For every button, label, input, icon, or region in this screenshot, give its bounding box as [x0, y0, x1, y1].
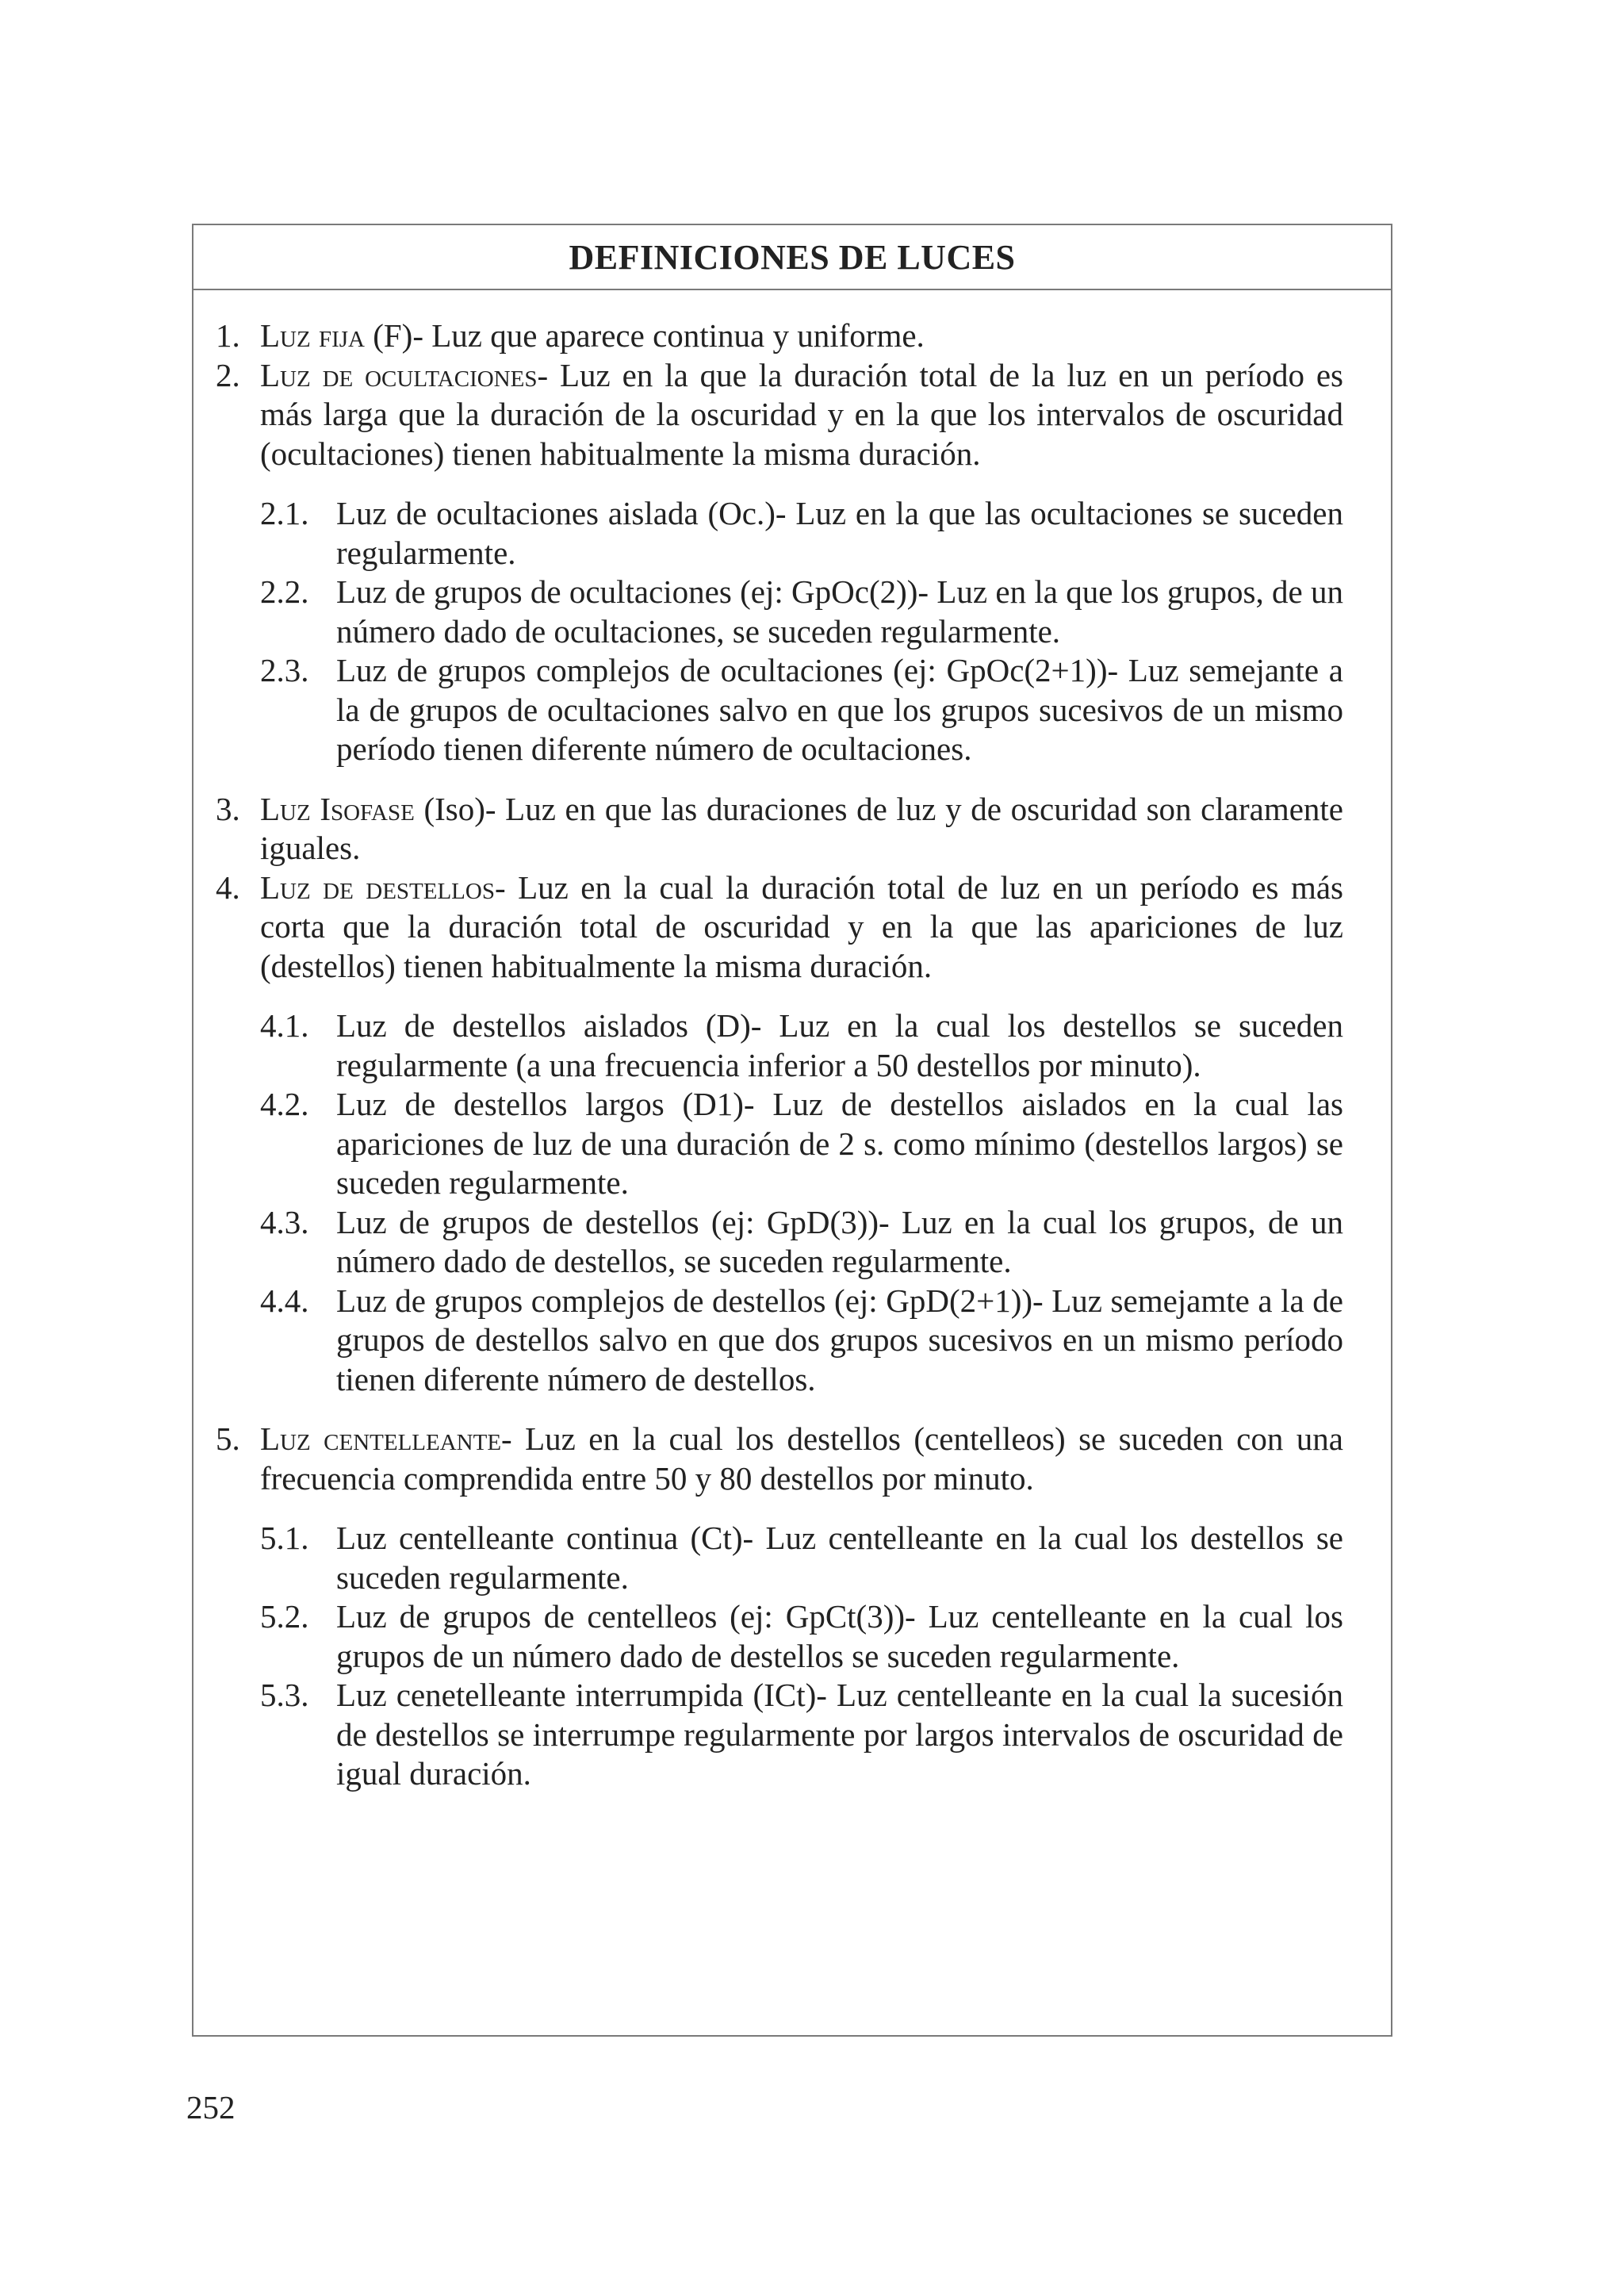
item-text: Luz de grupos complejos de ocultaciones (ej: GpOc(2+1))- Luz semejante a la de grupos de ocultaciones salvo en que los grupos sucesivos de un mismo período tienen diferente número de ocultaciones.: [336, 652, 1343, 767]
item-number: 5.2.: [260, 1598, 309, 1635]
item-text: - Luz en la cual los destellos (centelleos) se suceden con una frecuencia comprendida entre 50 y 80 destellos por minuto.: [260, 1420, 1343, 1497]
sub-item: [193, 1676, 1391, 1794]
item-number: 4.2.: [260, 1086, 309, 1122]
item-number: 4.3.: [260, 1203, 309, 1240]
item-text: Luz de destellos largos (D1)- Luz de destellos aislados en la cual las apariciones de luz de una duración de 2 s. como mínimo (destellos largos) se suceden regularmente.: [336, 1086, 1343, 1201]
item-number: 4.1.: [260, 1007, 309, 1044]
sub-item: [193, 494, 1391, 573]
item-text: (F)- Luz que aparece continua y uniforme.: [364, 317, 925, 354]
title-bar: [193, 225, 1391, 290]
item-number: 1.: [216, 317, 240, 354]
item-number: 2.3.: [260, 652, 309, 688]
box-title: DEFINICIONES DE LUCES: [569, 237, 1016, 277]
item-text: Luz cenetelleante interrumpida (ICt)- Luz centelleante en la cual la sucesión de destellos se interrumpe regularmente por largos intervalos de oscuridad de igual duración.: [336, 1677, 1343, 1792]
item-text: - Luz en la cual la duración total de luz en un período es más corta que la duración total de oscuridad y en la que las apariciones de luz (destellos) tienen habitualmente la misma duración.: [260, 868, 1343, 984]
item-text: Luz de destellos aislados (D)- Luz en la cual los destellos se suceden regularmente (a una frecuencia inferior a 50 destellos por minuto).: [336, 1007, 1343, 1083]
item-number: 5.3.: [260, 1677, 309, 1713]
sub-item: [193, 1085, 1391, 1203]
sub-item: [193, 1203, 1391, 1282]
list-item: [193, 316, 1391, 356]
item-term: Luz fija: [260, 317, 365, 354]
sub-item: [193, 573, 1391, 651]
list-item: [193, 790, 1391, 868]
item-term: Luz centelleante: [260, 1420, 502, 1457]
item-number: 3.: [216, 790, 240, 827]
item-text: (Iso)- Luz en que las duraciones de luz y de oscuridad son claramente iguales.: [260, 790, 1343, 866]
sub-item: [193, 1282, 1391, 1400]
item-term: Luz de destellos: [260, 868, 495, 906]
item-text: Luz de grupos complejos de destellos (ej: GpD(2+1))- Luz semejamte a la de grupos de destellos salvo en que dos grupos sucesivos en un mismo período tienen diferente número de destellos.: [336, 1282, 1343, 1397]
item-number: 4.4.: [260, 1282, 309, 1319]
item-text: Luz centelleante continua (Ct)- Luz centelleante en la cual los destellos se suceden regularmente.: [336, 1520, 1343, 1596]
list-item: [193, 356, 1391, 474]
item-text: Luz de grupos de centelleos (ej: GpCt(3))- Luz centelleante en la cual los grupos de un número dado de destellos se suceden regularmente.: [336, 1598, 1343, 1674]
sub-item: [193, 1597, 1391, 1676]
definitions-box: [192, 224, 1392, 2037]
sub-item: [193, 1006, 1391, 1085]
sub-item: [193, 1519, 1391, 1597]
item-number: 2.2.: [260, 573, 309, 610]
item-term: Luz de ocultaciones: [260, 356, 538, 393]
item-number: 4.: [216, 868, 240, 906]
item-number: 2.: [216, 356, 240, 393]
item-text: Luz de ocultaciones aislada (Oc.)- Luz en la que las ocultaciones se suceden regularmente.: [336, 495, 1343, 571]
item-text: - Luz en la que la duración total de la luz en un período es más larga que la duración de la oscuridad y en la que los intervalos de oscuridad (ocultaciones) tienen habitualmente la misma duración.: [260, 356, 1344, 472]
definitions-list: [193, 316, 1391, 1794]
page-number: 252: [186, 2089, 236, 2125]
item-text: Luz de grupos de destellos (ej: GpD(3))- Luz en la cual los grupos, de un número dado de destellos, se suceden regularmente.: [336, 1203, 1343, 1279]
item-number: 5.1.: [260, 1520, 309, 1556]
item-number: 2.1.: [260, 495, 309, 531]
list-item: [193, 868, 1391, 987]
item-term: Luz Isofase: [260, 790, 415, 827]
item-number: 5.: [216, 1420, 240, 1457]
list-item: [193, 1420, 1391, 1498]
sub-item: [193, 651, 1391, 769]
item-text: Luz de grupos de ocultaciones (ej: GpOc(2))- Luz en la que los grupos, de un número dado de ocultaciones, se suceden regularmente.: [336, 573, 1343, 650]
